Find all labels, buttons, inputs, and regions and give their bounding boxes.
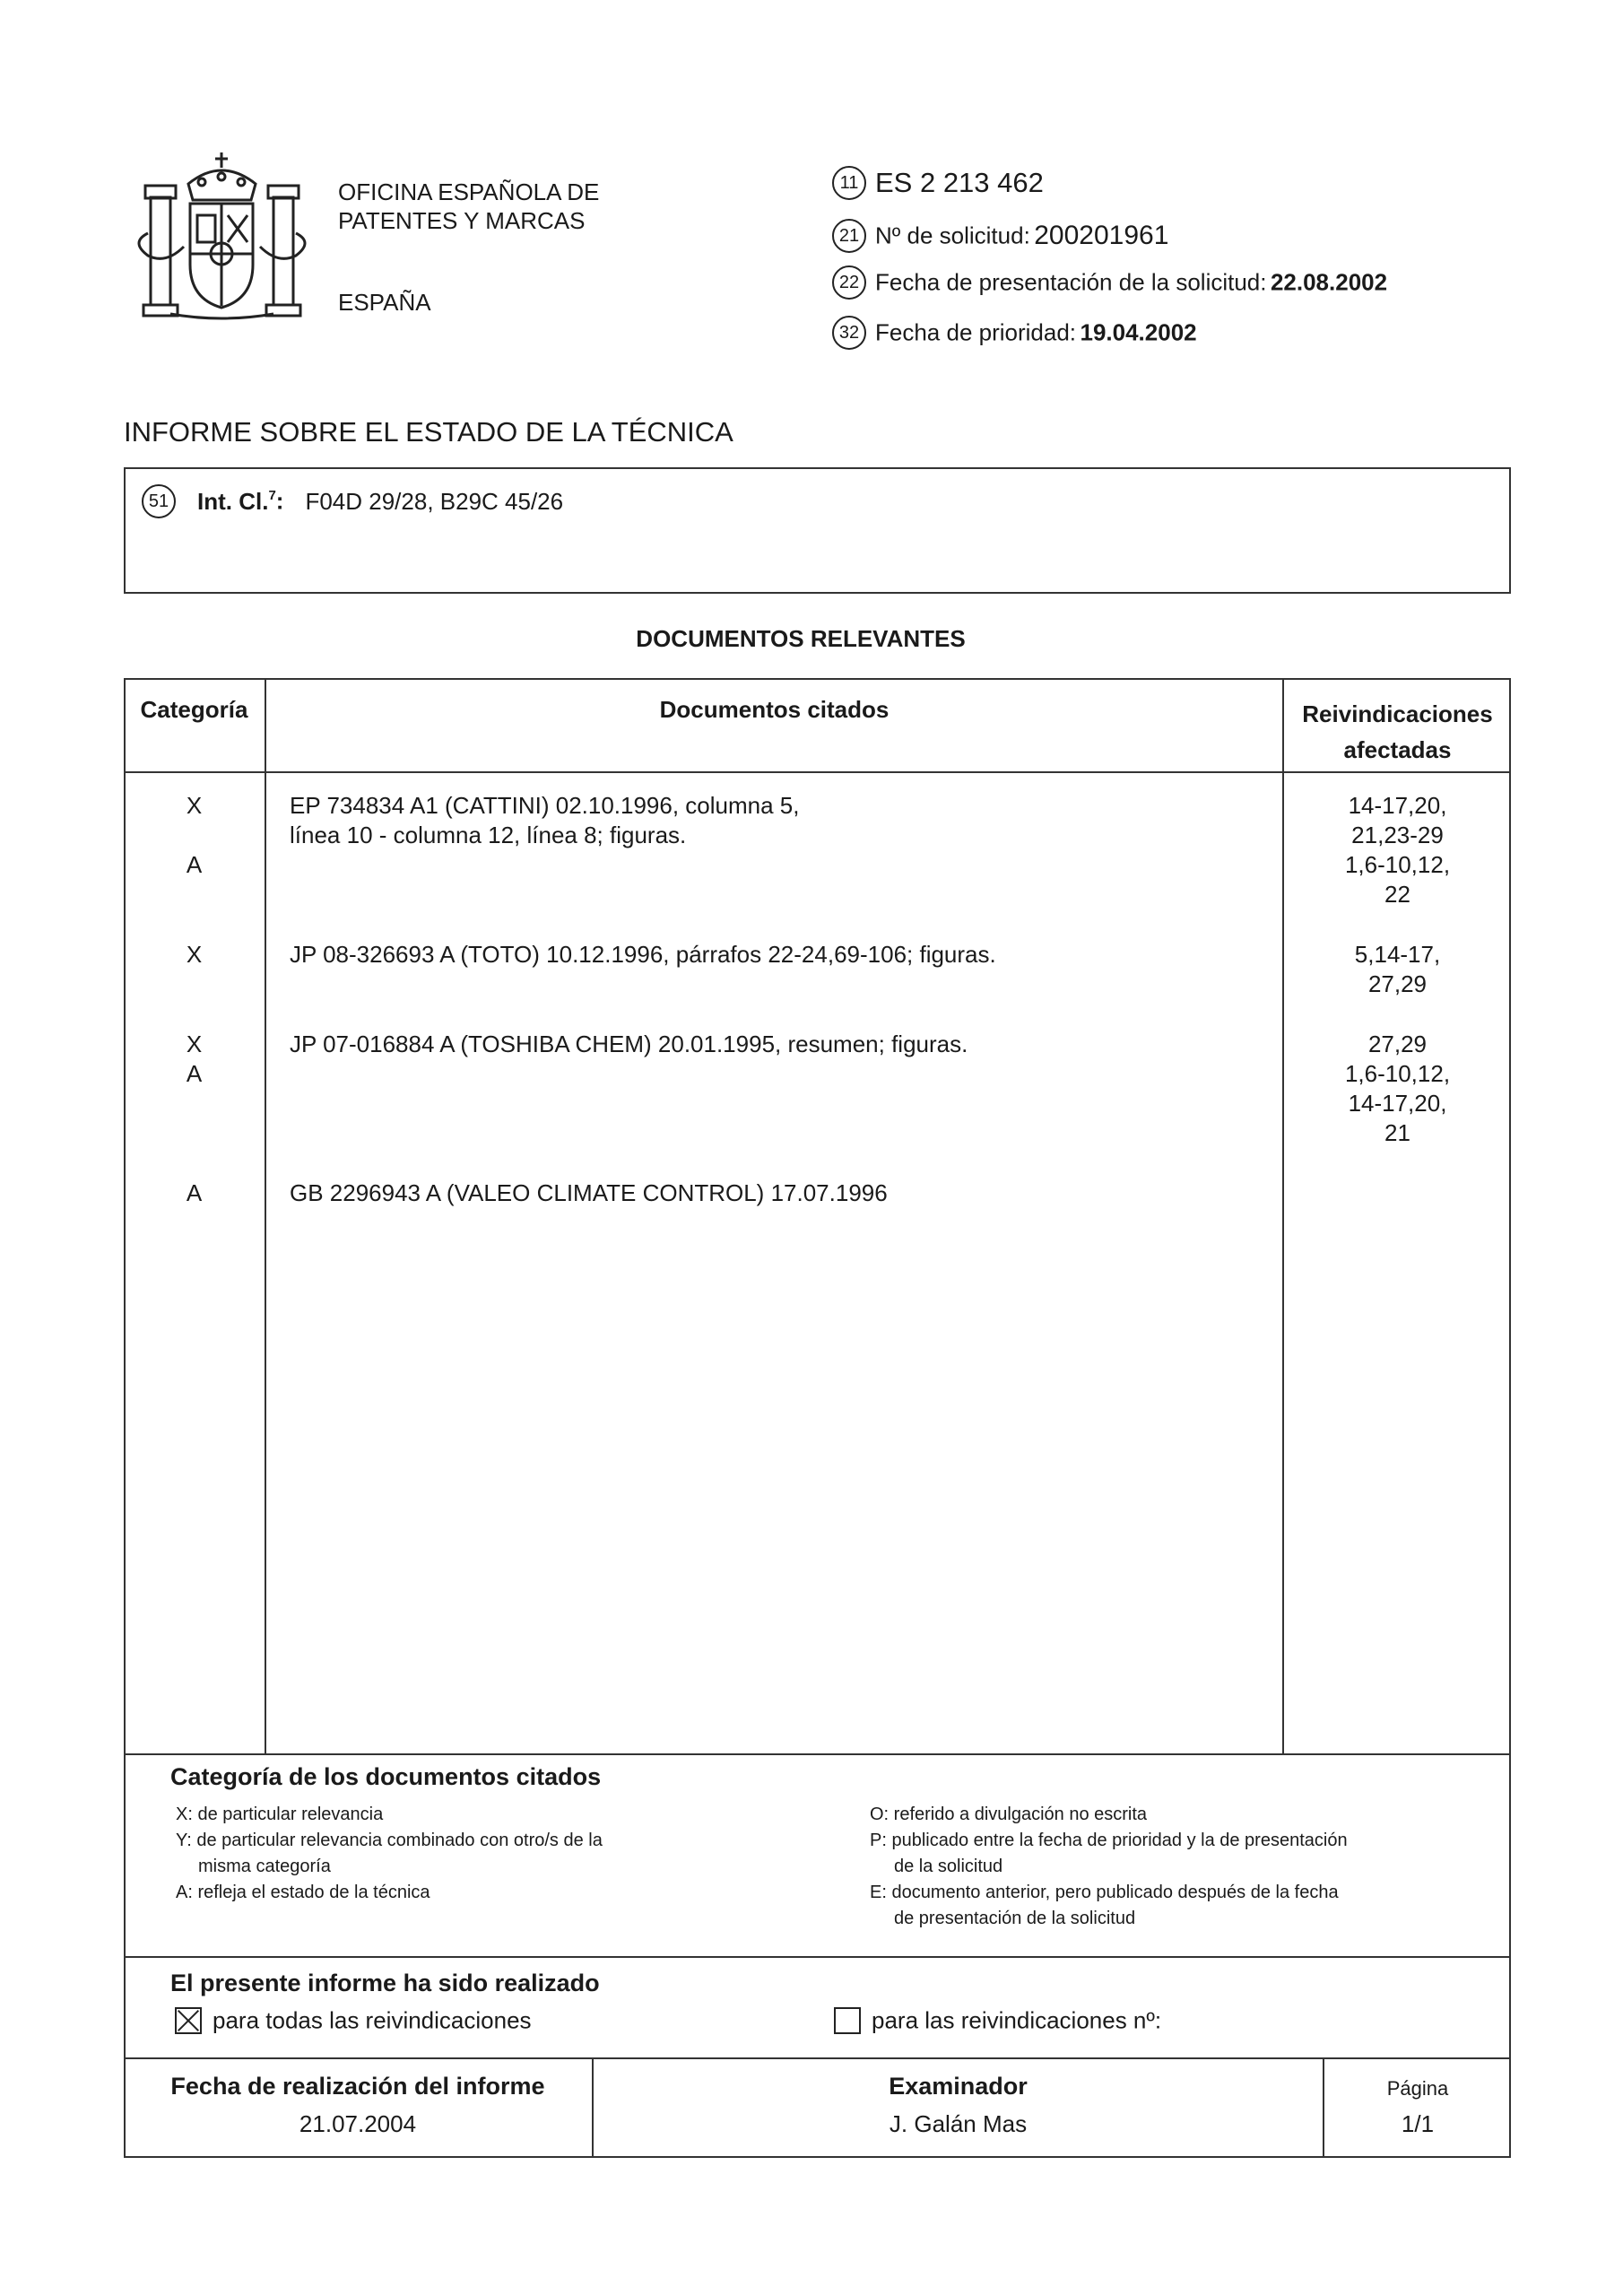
header-claims-line1: Reivindicaciones bbox=[1302, 700, 1493, 727]
examiner-value: J. Galán Mas bbox=[889, 2110, 1028, 2137]
field-code-badge: 21 bbox=[832, 219, 866, 253]
all-claims-option[interactable] bbox=[175, 2005, 532, 2035]
row-claims: 1,6-10,12, bbox=[1344, 851, 1451, 878]
application-label: Nº de solicitud: bbox=[875, 222, 1030, 249]
category-column-divider bbox=[265, 678, 266, 1755]
legend-a: A: refleja el estado de la técnica bbox=[176, 1883, 430, 1902]
legend-title: Categoría de los documentos citados bbox=[170, 1763, 602, 1790]
publication-number: ES 2 213 462 bbox=[875, 167, 1044, 198]
priority-date: 19.04.2002 bbox=[1080, 318, 1197, 346]
row-document: GB 2296943 A (VALEO CLIMATE CONTROL) 17.07.1996 bbox=[290, 1179, 888, 1206]
legend-left bbox=[176, 1802, 603, 1906]
country: ESPAÑA bbox=[338, 289, 431, 316]
report-date-value: 21.07.2004 bbox=[299, 2110, 417, 2137]
legend-p: P: publicado entre la fecha de prioridad y la de presentación bbox=[870, 1831, 1348, 1850]
row-category: X bbox=[186, 1031, 203, 1057]
header-claims bbox=[1284, 696, 1511, 768]
legend-e: E: documento anterior, pero publicado después de la fecha bbox=[870, 1883, 1339, 1902]
footer-divider-2 bbox=[1323, 2057, 1324, 2158]
classification-superscript: 7 bbox=[268, 487, 276, 503]
office-name bbox=[338, 178, 599, 235]
legend-x: X: de particular relevancia bbox=[176, 1805, 384, 1824]
row-claims: 5,14-17, bbox=[1354, 941, 1441, 968]
classification-label: Int. Cl. bbox=[197, 487, 269, 515]
office-name-line2: PATENTES Y MARCAS bbox=[338, 207, 586, 234]
legend-o: O: referido a divulgación no escrita bbox=[870, 1805, 1148, 1824]
field-code-badge: 11 bbox=[832, 166, 866, 200]
row-category: X bbox=[186, 941, 203, 968]
row-claims: 21 bbox=[1384, 1119, 1410, 1146]
row-category: A bbox=[186, 1060, 203, 1087]
coat-of-arms-logo bbox=[135, 148, 309, 323]
row-claims: 1,6-10,12, bbox=[1344, 1060, 1451, 1087]
report-date-label: Fecha de realización del informe bbox=[170, 2073, 545, 2100]
filing-date-label: Fecha de presentación de la solicitud: bbox=[875, 268, 1267, 296]
realized-bottom bbox=[124, 2057, 1511, 2059]
classification-colon: : bbox=[275, 487, 284, 515]
office-name-line1: OFICINA ESPAÑOLA DE bbox=[338, 178, 600, 205]
application-number: 200201961 bbox=[1034, 221, 1169, 250]
row-category: A bbox=[186, 851, 203, 878]
some-claims-option[interactable] bbox=[834, 2005, 1161, 2035]
row-document: EP 734834 A1 (CATTINI) 02.10.1996, columna 5, bbox=[290, 792, 800, 819]
row-claims: 14-17,20, bbox=[1348, 1090, 1447, 1117]
priority-date-label: Fecha de prioridad: bbox=[875, 318, 1077, 346]
examiner-label: Examinador bbox=[889, 2073, 1028, 2100]
classification-row bbox=[142, 484, 563, 518]
legend-y: Y: de particular relevancia combinado con otro/s de la bbox=[176, 1831, 603, 1850]
table-header-divider bbox=[124, 771, 1511, 773]
classification-value: F04D 29/28, B29C 45/26 bbox=[305, 487, 564, 515]
table-body-bottom bbox=[124, 1753, 1511, 1755]
filing-date: 22.08.2002 bbox=[1270, 268, 1388, 296]
row-category: X bbox=[186, 792, 203, 819]
header-documents: Documentos citados bbox=[659, 696, 890, 723]
page-value: 1/1 bbox=[1401, 2110, 1435, 2137]
legend-bottom bbox=[124, 1956, 1511, 1958]
legend-e-cont: de presentación de la solicitud bbox=[894, 1909, 1136, 1928]
row-document: JP 08-326693 A (TOTO) 10.12.1996, párrafos 22-24,69-106; figuras. bbox=[290, 941, 996, 968]
legend-y-cont: misma categoría bbox=[198, 1857, 331, 1876]
field-code-badge: 32 bbox=[832, 316, 866, 350]
all-claims-label: para todas las reivindicaciones bbox=[213, 2006, 532, 2034]
realized-title: El presente informe ha sido realizado bbox=[170, 1970, 600, 1996]
row-category: A bbox=[186, 1179, 203, 1206]
row-claims: 14-17,20, bbox=[1348, 792, 1447, 819]
row-claims: 21,23-29 bbox=[1351, 822, 1444, 848]
legend-right bbox=[870, 1802, 1348, 1932]
header-category: Categoría bbox=[140, 696, 248, 723]
page-label: Página bbox=[1386, 2077, 1449, 2100]
legend-p-cont: de la solicitud bbox=[894, 1857, 1003, 1876]
field-code-badge: 51 bbox=[142, 484, 176, 518]
row-document: línea 10 - columna 12, línea 8; figuras. bbox=[290, 822, 687, 848]
some-claims-checkbox[interactable] bbox=[834, 2007, 861, 2034]
filing-date-row bbox=[832, 265, 1387, 300]
documents-title: DOCUMENTOS RELEVANTES bbox=[636, 625, 966, 652]
application-number-row bbox=[832, 219, 1168, 253]
row-document: JP 07-016884 A (TOSHIBA CHEM) 20.01.1995, resumen; figuras. bbox=[290, 1031, 968, 1057]
publication-number-row bbox=[832, 166, 1044, 200]
priority-date-row bbox=[832, 316, 1197, 350]
header-claims-line2: afectadas bbox=[1343, 736, 1452, 763]
field-code-badge: 22 bbox=[832, 265, 866, 300]
some-claims-label: para las reivindicaciones nº: bbox=[872, 2006, 1162, 2034]
report-title: INFORME SOBRE EL ESTADO DE LA TÉCNICA bbox=[124, 416, 733, 448]
row-claims: 27,29 bbox=[1367, 1031, 1428, 1057]
row-claims: 22 bbox=[1384, 881, 1410, 908]
all-claims-checkbox[interactable] bbox=[175, 2007, 202, 2034]
row-claims: 27,29 bbox=[1367, 970, 1428, 997]
